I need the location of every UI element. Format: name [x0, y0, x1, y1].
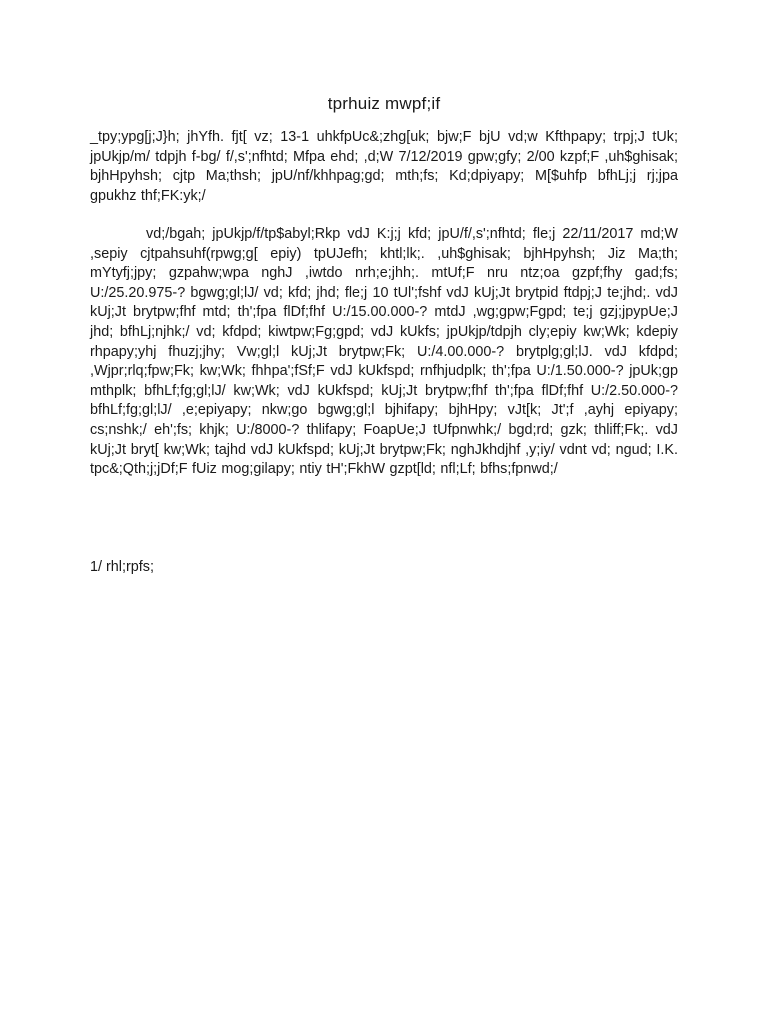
- document-title: tprhuiz mwpf;if: [327, 94, 441, 113]
- witness-list-heading: 1/ rhl;rpfs;: [90, 559, 154, 575]
- paragraph-2: vd;/bgah; jpUkjp/f/tp$abyl;Rkp vdJ K:j;j kfd; jpU/f/,s';nfhtd; fle;j 22/11/2017 md;W ,sepiy cjtpahsuhf(rpwg;g[ epiy) tpUJefh; khtl;lk;. ,uh$ghisak; bjhHpyhsh; Jiz Ma;th; mYtyfj;jpy; gzpahw;wpa nghJ ,iwtdo nrh;e;jhh;. mtUf;F nru ntz;oa gzpf;fhy gad;fs; U:/25.20.975-? bgwg;gl;lJ/ vd; kfd; jhd; fle;j 10 tUl';fshf vdJ kUj;Jt brytpid ftdpj;J te;jhd;. vdJ kUj;Jt brytpw;fhf mtd; th';fpa flDf;fhf U:/15.00.000-? mtdJ ,wg;gpw;Fgpd; te;j gzj;jpypUe;J jhd; bfhLj;njhk;/ vd; kfdpd; kiwtpw;Fg;gpd; vdJ kUkfs; jpUkjp/tdpjh cly;epiy kw;Wk; kdepiy rhpapy;yhj fhuzj;jhy; Vw;gl;l kUj;Jt brytpw;Fk; U:/4.00.000-? brytplg;gl;lJ. vdJ kfdpd; ,Wjpr;rlq;fpw;Fk; kw;Wk; fhhpa';fSf;F vdJ kUkfspd; rnfhjudplk; th';fpa U:/1.50.000-? jpUk;gp mthplk; bfhLf;fg;gl;lJ/ kw;Wk; vdJ kUkfspd; kUj;Jt brytpw;fhf th';fpa flDf;fhf U:/2.50.000-? bfhLf;fg;gl;lJ/ ,e;epiyapy; nkw;go bgwg;gl;l bjhifapy; bjhHpy; vJt[k; Jt';f ,ayhj epiyapy; cs;nshk;/ eh';fs; khjk; U:/8000-? thlifapy; FoapUe;J tUfpnwhk;/ bgd;rd; gzk; thliff;Fk;. vdJ kUj;Jt bryt[ kw;Wk; tajhd vdJ kUkfspd; kUj;Jt brytpw;Fk; nghJkhdjhf ,y;iy/ vdnt vd; ngud; I.K. tpc&;Qth;j;jDf;F fUiz mog;gilapy; ntiy tH';FkhW gzpt[ld; nfl;Lf; bfhs;fpnwd;/: [90, 226, 678, 478]
- paragraph-1: _tpy;ypg[j;J}h; jhYfh. fjt[ vz; 13-1 uhkfpUc&;zhg[uk; bjw;F bjU vd;w Kfthpapy; trpj;J tUk; jpUkjp/m/ tdpjh f-bg/ f/,s';nfhtd; Mfpa ehd; ,d;W 7/12/2019 gpw;gfy; 2/00 kzpf;F ,uh$ghisak; bjhHpyhsh; cjtp Ma;thsh; jpU/nf/khhpag;gd; mth;fs; Kd;dpiyapy; M[$uhfp bfhLj;j rj;jpa gpukhz thf;FK:yk;/: [90, 129, 678, 204]
